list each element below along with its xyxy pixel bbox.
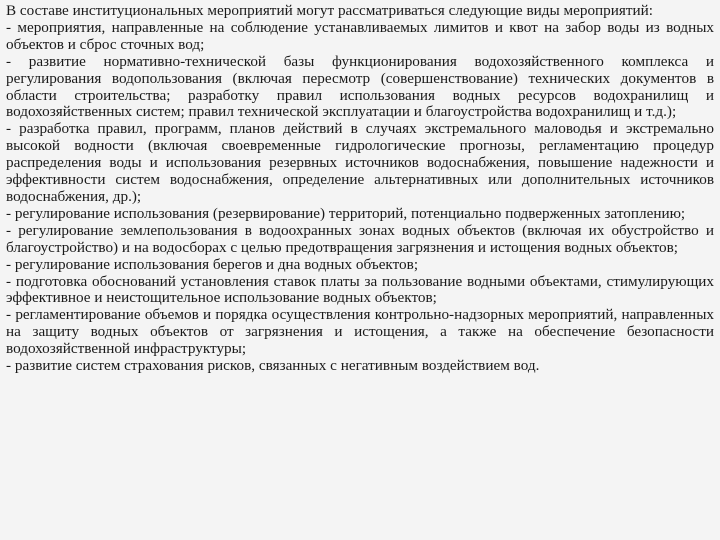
list-item: - регламентирование объемов и порядка осуществления контрольно-надзорных мероприятий, направленных на защиту водных объектов от загрязнения и истощения, а также на обеспечение безопасности водохозяйственной инфраструктуры; (6, 306, 714, 358)
document-body (6, 3, 714, 375)
list-item: - развитие нормативно-технической базы функционирования водохозяйственного комплекса и регулирования водопользования (включая пересмотр (совершенствование) технических документов в области строительства; разработку правил использования водных ресурсов водохранилищ и водохозяйственных систем; правил технической эксплуатации и благоустройства водохранилищ и т.д.); (6, 52, 714, 121)
list-item: - регулирование использования (резервирование) территорий, потенциально подверженных затоплению; (6, 204, 686, 222)
list-item: - регулирование землепользования в водоохранных зонах водных объектов (включая их обустройство и благоустройство) и на водосборах с целью предотвращения загрязнения и истощения водных объектов; (6, 221, 714, 256)
list-item: - мероприятия, направленные на соблюдение устанавливаемых лимитов и квот на забор воды из водных объектов и сброс сточных вод; (6, 18, 714, 53)
list-item: - подготовка обоснований установления ставок платы за пользование водными объектами, стимулирующих эффективное и неистощительное использование водных объектов; (6, 272, 714, 307)
intro-paragraph: В составе институциональных мероприятий могут рассматриваться следующие виды мероприятий: (6, 2, 653, 19)
list-item: - разработка правил, программ, планов действий в случаях экстремального маловодья и экстремально высокой водности (включая своевременные гидрологические прогнозы, регламентацию процедур распределения воды и использования резервных источников водоснабжения, повышение надежности и эффективности систем водоснабжения, определение альтернативных или дополнительных источников водоснабжения, др.); (6, 120, 714, 205)
list-item: - развитие систем страхования рисков, связанных с негативным воздействием вод. (6, 357, 540, 375)
list-item: - регулирование использования берегов и дна водных объектов; (6, 255, 419, 273)
